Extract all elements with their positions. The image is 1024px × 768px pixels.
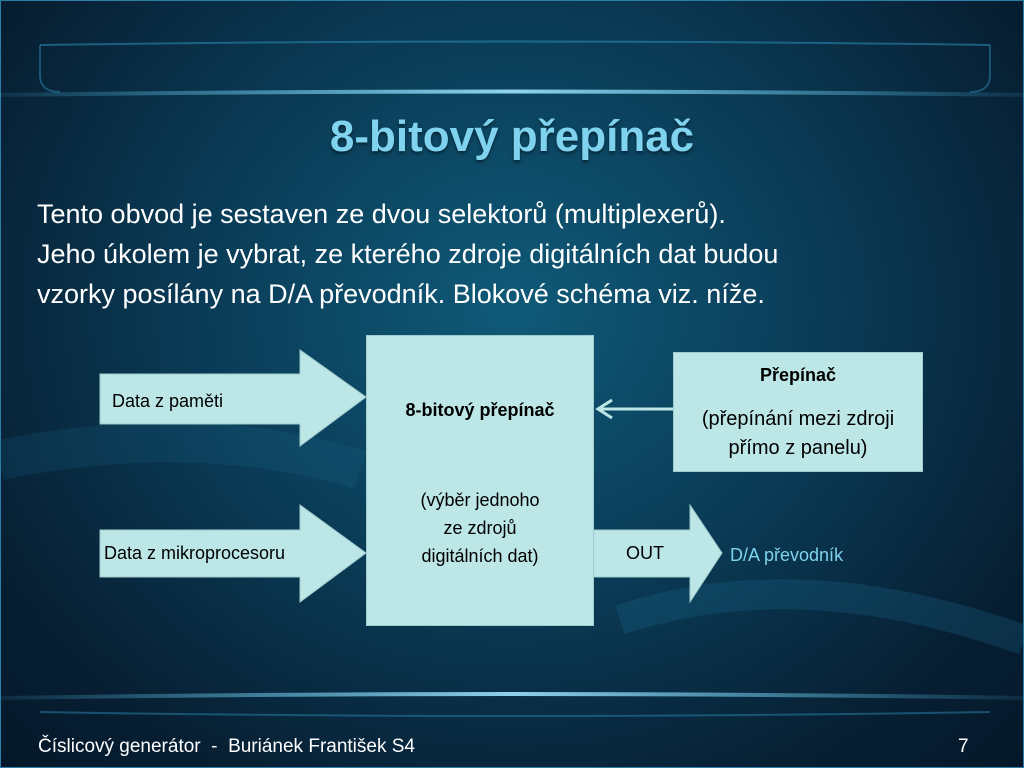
page-number: 7 bbox=[958, 736, 969, 757]
switch-desc-line: (přepínání mezi zdroji bbox=[701, 408, 895, 430]
input-memory-label: Data z paměti bbox=[112, 391, 224, 411]
output-target-label: D/A převodník bbox=[730, 545, 844, 565]
center-box-title: 8-bitový přepínač bbox=[405, 400, 555, 420]
input-cpu-label: Data z mikroprocesoru bbox=[104, 543, 286, 563]
body-line: Tento obvod je sestaven ze dvou selektorů (multiplexerů). bbox=[37, 199, 726, 229]
output-label: OUT bbox=[626, 543, 664, 563]
center-desc-line: ze zdrojů bbox=[443, 518, 517, 538]
switch-box-title: Přepínač bbox=[759, 365, 837, 385]
center-desc-line: (výběr jednoho bbox=[420, 490, 540, 510]
footer-text: Číslicový generátor - Buriánek František S4 bbox=[38, 736, 415, 757]
center-box-desc bbox=[367, 486, 593, 570]
center-desc-line: digitálních dat) bbox=[421, 546, 539, 566]
body-line: Jeho úkolem je vybrat, ze kterého zdroje digitálních dat budou bbox=[37, 239, 779, 269]
switch-box bbox=[673, 352, 923, 472]
slide-title: 8-bitový přepínač bbox=[329, 112, 695, 161]
switch-desc-line: přímo z panelu) bbox=[728, 437, 868, 459]
body-line: vzorky posílány na D/A převodník. Blokové schéma viz. níže. bbox=[37, 279, 765, 309]
switch-box-desc bbox=[674, 405, 922, 463]
center-selector-box bbox=[366, 335, 594, 626]
